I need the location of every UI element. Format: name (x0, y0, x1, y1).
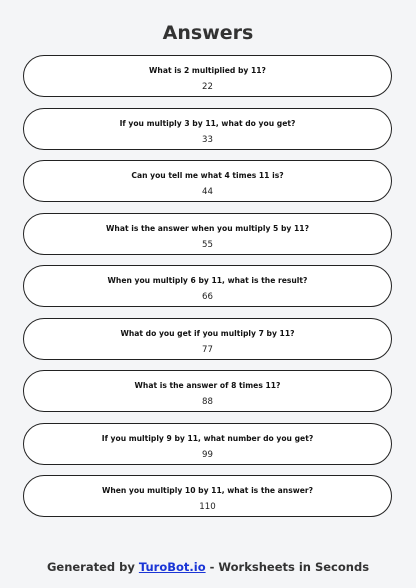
answer-text: 77 (202, 344, 213, 355)
answer-text: 99 (202, 449, 213, 460)
question-text: When you multiply 6 by 11, what is the result? (107, 276, 308, 285)
answer-text: 22 (202, 82, 213, 92)
answer-card-2 (23, 108, 392, 150)
answer-text: 110 (199, 502, 216, 512)
answer-card-1 (23, 55, 392, 97)
answer-card-8 (23, 423, 392, 465)
page-title: Answers (162, 22, 254, 44)
question-text: Can you tell me what 4 times 11 is? (131, 171, 284, 180)
turobot-link[interactable]: TuroBot.io (138, 560, 206, 574)
footer-prefix: Generated by (46, 560, 139, 574)
answer-card-6 (23, 318, 392, 360)
footer (0, 560, 416, 574)
answer-card-4 (23, 213, 392, 255)
question-text: What is 2 multiplied by 11? (149, 66, 266, 75)
answer-list (23, 55, 392, 528)
footer-suffix: - Worksheets in Seconds (205, 560, 370, 574)
question-text: What is the answer of 8 times 11? (134, 381, 281, 390)
answer-card-7 (23, 370, 392, 412)
answer-card-3 (23, 160, 392, 202)
question-text: If you multiply 3 by 11, what do you get? (119, 118, 296, 128)
answer-text: 88 (202, 397, 213, 407)
question-text: What is the answer when you multiply 5 by 11? (106, 223, 309, 233)
answer-text: 55 (202, 239, 213, 250)
answer-card-5 (23, 265, 392, 307)
question-text: If you multiply 9 by 11, what number do you get? (101, 433, 314, 443)
answer-text: 66 (202, 292, 213, 302)
question-text: What do you get if you multiply 7 by 11? (120, 328, 295, 338)
question-text: When you multiply 10 by 11, what is the answer? (101, 486, 314, 495)
answer-text: 44 (202, 187, 213, 197)
answer-card-9 (23, 475, 392, 517)
answer-text: 33 (202, 134, 213, 145)
